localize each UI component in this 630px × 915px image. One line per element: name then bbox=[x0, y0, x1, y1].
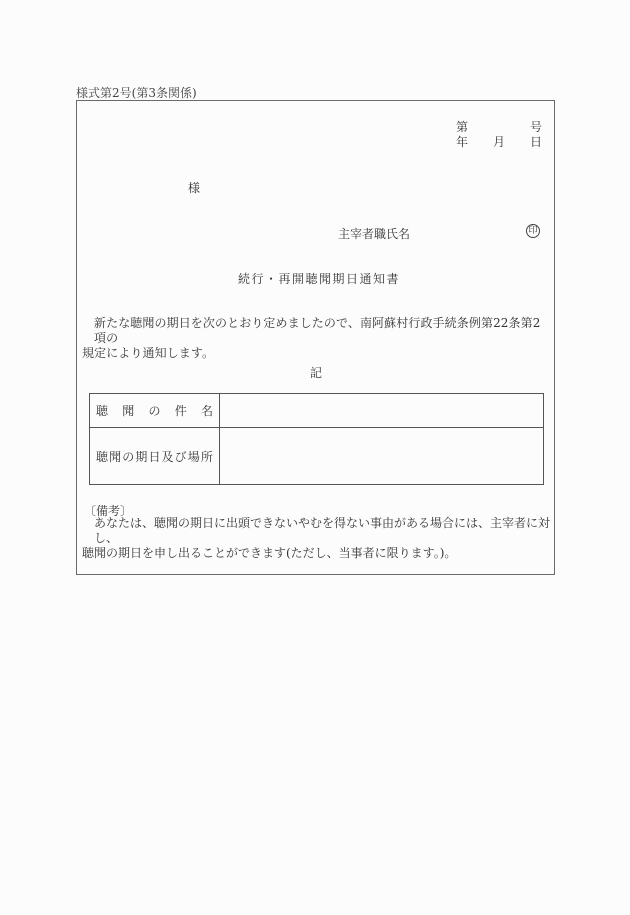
date-month: 月 bbox=[492, 135, 505, 149]
notes-line-1: あなたは、聴聞の期日に出頭できないやむを得ない事由がある場合には、主宰者に対し、 bbox=[94, 516, 551, 545]
body-line-1: 新たな聴聞の期日を次のとおり定めましたので、南阿蘇村行政手続条例第22条第2項の bbox=[94, 316, 541, 345]
subject-label: 聴 聞 の 件 名 bbox=[96, 404, 213, 418]
date-place-value-cell[interactable] bbox=[220, 428, 544, 485]
seal-icon: 印 bbox=[526, 224, 540, 238]
notes-line-2: 聴聞の期日を申し出ることができます(ただし、当事者に限ります。)。 bbox=[82, 546, 457, 560]
date-day: 日 bbox=[529, 135, 542, 149]
date-row bbox=[456, 133, 542, 150]
body-line-2: 規定により通知します。 bbox=[82, 346, 215, 360]
subject-value-cell[interactable] bbox=[220, 394, 544, 428]
document-title: 続行・再開聴聞期日通知書 bbox=[237, 272, 400, 286]
details-table bbox=[89, 393, 544, 485]
subject-label-cell bbox=[90, 394, 220, 428]
table-row-subject bbox=[90, 394, 544, 428]
recipient-honorific: 様 bbox=[188, 181, 201, 195]
form-number-label: 様式第2号(第3条関係) bbox=[76, 86, 197, 100]
notes-heading: 〔備考〕 bbox=[84, 504, 133, 518]
table-row-date-place bbox=[90, 428, 544, 485]
number-suffix: 号 bbox=[529, 120, 542, 134]
sender-label: 主宰者職氏名 bbox=[338, 227, 411, 241]
notes-paragraph bbox=[82, 516, 554, 561]
number-prefix: 第 bbox=[456, 120, 469, 134]
body-paragraph bbox=[82, 316, 552, 361]
ki-heading: 記 bbox=[310, 366, 323, 380]
date-year: 年 bbox=[456, 135, 469, 149]
date-place-label-cell bbox=[90, 428, 220, 485]
date-place-label: 聴 聞 の 期 日 及 び 場 所 bbox=[96, 449, 213, 464]
